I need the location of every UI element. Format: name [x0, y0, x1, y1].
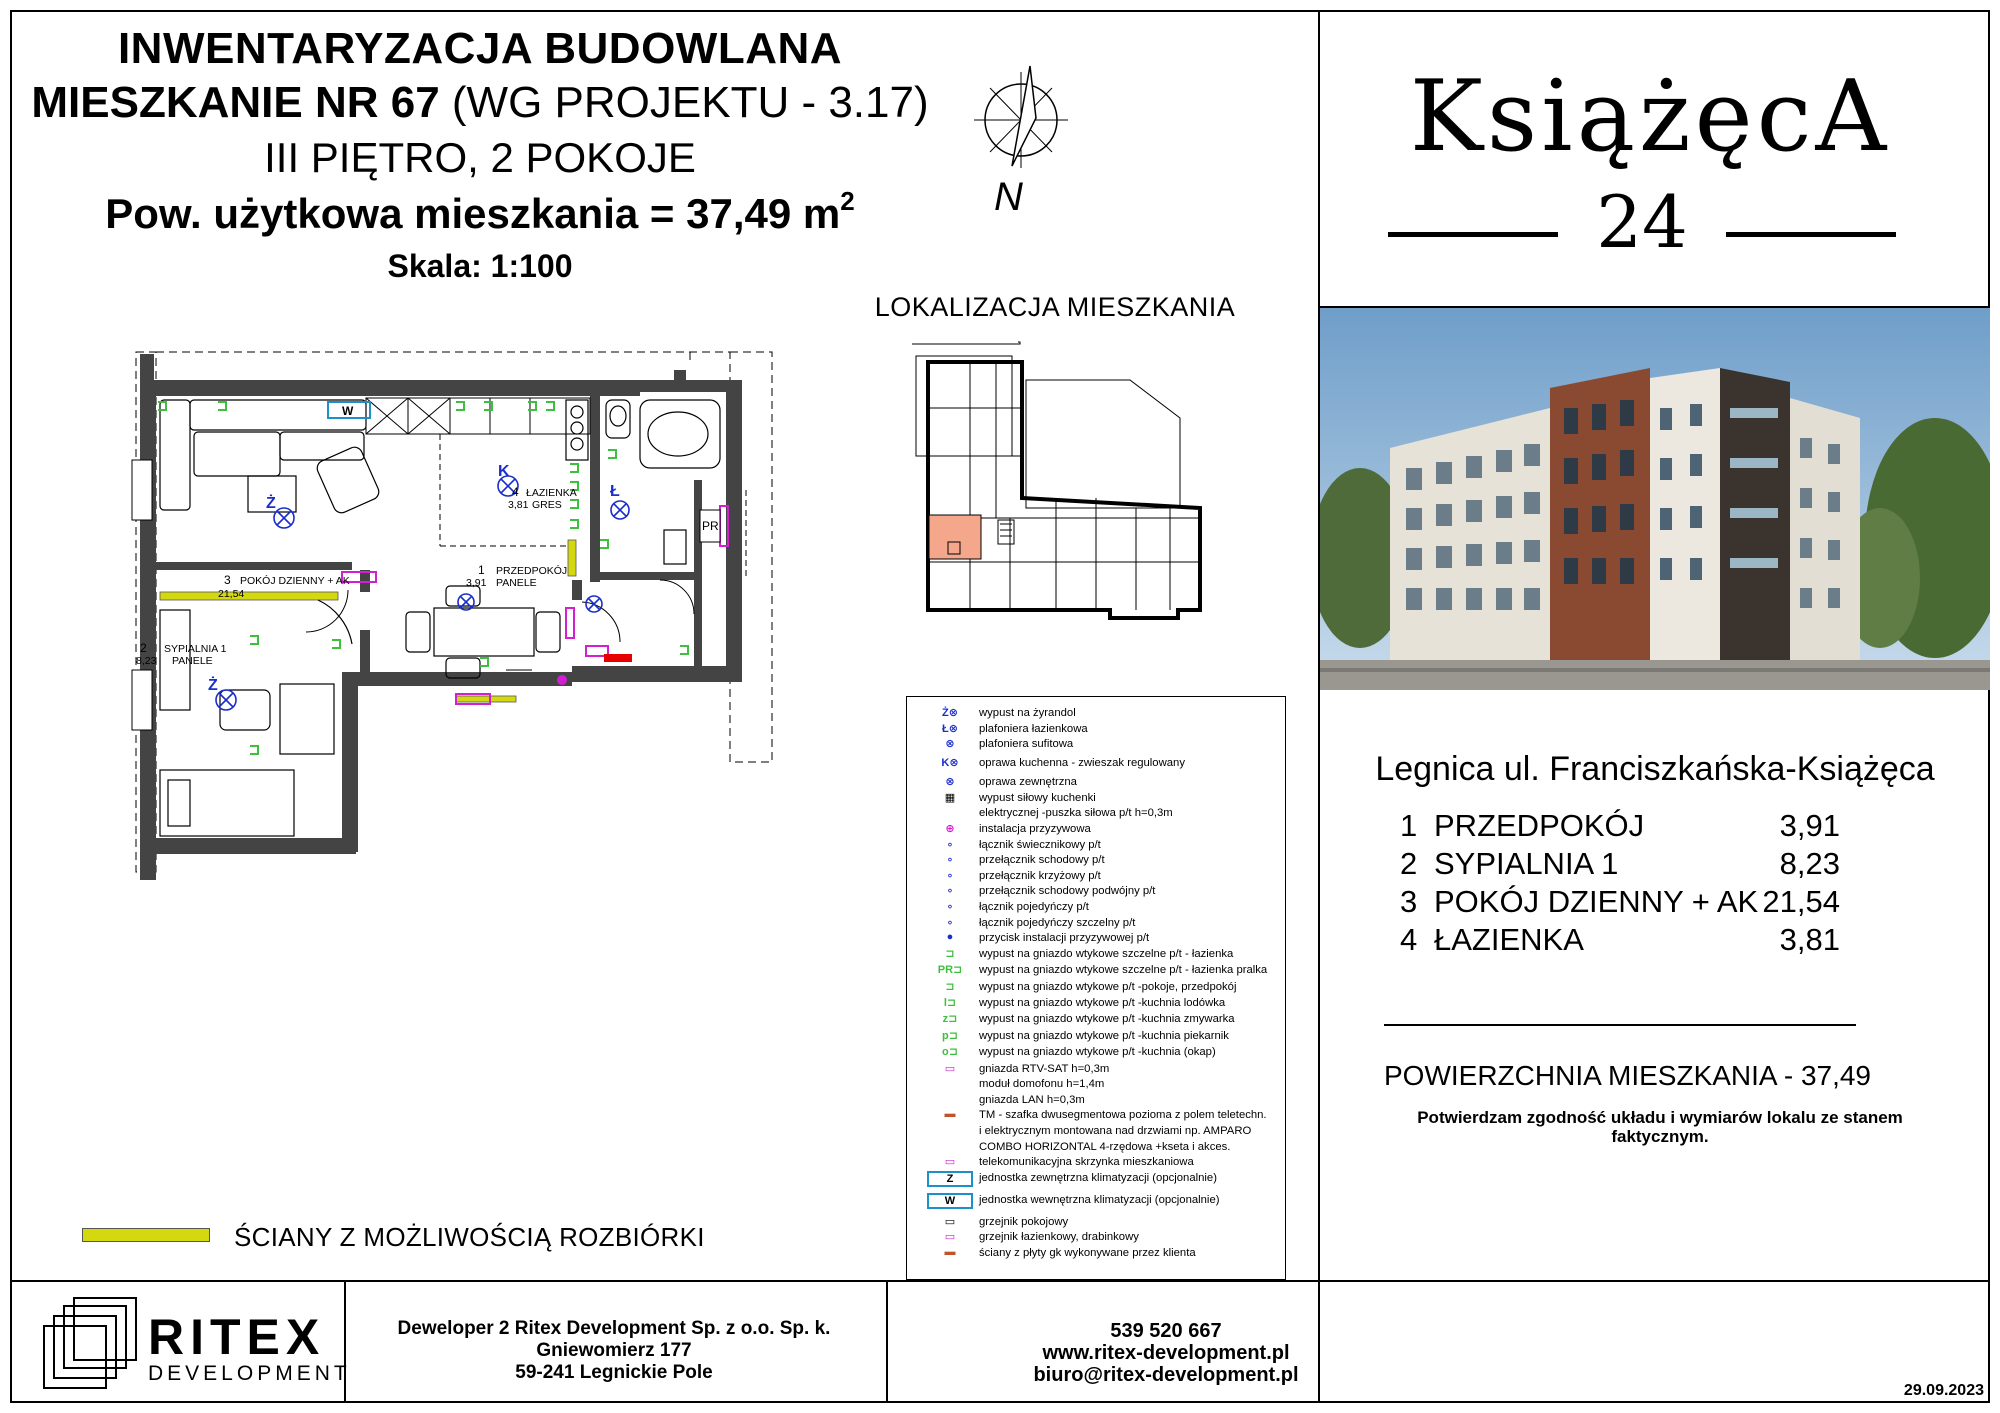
company-name: RITEX: [148, 1309, 326, 1365]
legend-symbol-icon: l⊐: [943, 997, 957, 1009]
legend-symbol-icon: ▬: [944, 1246, 956, 1258]
brand-name: KsiążęcA: [1409, 60, 1891, 174]
svg-text:W: W: [342, 404, 354, 418]
legend-item: jednostka zewnętrzna klimatyzacji (opcjonalnie): [979, 1171, 1217, 1184]
confirmation-text: Potwierdzam zgodność układu i wymiarów lokalu ze stanem faktycznym.: [1417, 1108, 1903, 1146]
room-label: POKÓJ DZIENNY + AK: [1434, 884, 1759, 919]
svg-text:3: 3: [224, 573, 231, 587]
room-label: ŁAZIENKA: [1434, 922, 1584, 957]
legend-symbol-icon: o⊐: [942, 1046, 958, 1059]
legend-symbol-icon: ∘: [946, 916, 954, 929]
summary-separator: [1384, 1024, 1856, 1026]
legend-symbol-icon: ⊕: [945, 823, 955, 835]
room-label: SYPIALNIA 1: [1434, 846, 1619, 881]
building-photo: [1320, 308, 1990, 690]
divider-footer-2: [886, 1280, 888, 1403]
demolition-wall-plan: [160, 592, 338, 600]
legend-item: i elektrycznym montowana nad drzwiami np. AMPARO: [979, 1125, 1252, 1137]
legend-symbol-icon: K⊗: [941, 757, 959, 770]
developer-info: [344, 1318, 884, 1384]
svg-text:ŁAZIENKA: ŁAZIENKA: [526, 487, 577, 499]
legend-symbol-icon: ▭: [944, 1062, 956, 1075]
legend-item: wypust na gniazdo wtykowe p/t -kuchnia (okap): [979, 1046, 1216, 1059]
room-area: 3,81: [1779, 922, 1840, 957]
svg-text:POKÓJ DZIENNY + AK: POKÓJ DZIENNY + AK: [240, 575, 350, 587]
legend-item: moduł domofonu h=1,4m: [979, 1078, 1105, 1091]
company-subtitle: DEVELOPMENT: [148, 1362, 351, 1385]
legend-symbol-icon: p⊐: [942, 1029, 958, 1042]
legend-symbol-icon: ▭: [944, 1156, 956, 1169]
legend-item: wypust na gniazdo wtykowe p/t -pokoje, przedpokój: [979, 980, 1237, 993]
legend-symbol-icon: ∘: [946, 854, 954, 867]
brand-bar-right: [1726, 232, 1896, 237]
legend-item: łącznik pojedyńczy szczelny p/t: [979, 916, 1136, 929]
svg-text:21,54: 21,54: [218, 588, 245, 600]
legend-symbol-icon: PR⊐: [937, 964, 963, 977]
legend-symbol-icon: Z: [927, 1171, 973, 1187]
svg-text:8,23: 8,23: [136, 655, 157, 667]
room-label: PRZEDPOKÓJ: [1434, 808, 1645, 843]
legend: [906, 696, 1286, 1280]
website-link[interactable]: www.ritex-development.pl: [1042, 1342, 1290, 1364]
room-number: 2: [1400, 846, 1418, 881]
legend-symbol-icon: ▦: [944, 791, 956, 804]
room-number: 3: [1400, 884, 1418, 919]
building-illustration: [1320, 308, 1990, 690]
svg-text:Ł: Ł: [610, 483, 620, 500]
legend-item: instalacja przyzywowa: [979, 823, 1091, 835]
apartment-project: (WG PROJEKTU - 3.17): [439, 78, 929, 127]
legend-item: COMBO HORIZONTAL 4-rzędowa +kseta i akces.: [979, 1140, 1231, 1153]
ritex-logo-icon: [40, 1296, 140, 1396]
legend-item: ściany z płyty gk wykonywane przez klienta: [979, 1247, 1196, 1259]
legend-item: plafoniera łazienkowa: [979, 722, 1088, 735]
compass-icon: [966, 58, 1076, 228]
legend-symbol-icon: ▭: [944, 1215, 956, 1228]
legend-item: grzejnik pokojowy: [979, 1215, 1069, 1228]
room-row: [1400, 922, 1840, 960]
legend-symbol-icon: ⊐: [945, 980, 955, 993]
svg-text:PRZEDPOKÓJ: PRZEDPOKÓJ: [496, 565, 568, 577]
room-area: 8,23: [1779, 846, 1840, 881]
svg-text:PANELE: PANELE: [496, 577, 537, 589]
document-title: INWENTARYZACJA BUDOWLANA: [117, 24, 843, 73]
room-row: [1400, 884, 1840, 922]
legend-symbol-icon: ∘: [946, 901, 954, 913]
legend-symbol-icon: ∘: [946, 838, 954, 851]
legend-symbol-icon: ▬: [944, 1108, 956, 1121]
svg-text:GRES: GRES: [532, 499, 562, 511]
legend-symbol-icon: ⊐: [945, 947, 955, 960]
svg-text:PANELE: PANELE: [172, 655, 213, 667]
legend-item: TM - szafka dwusegmentowa pozioma z polem teletechn.: [979, 1109, 1267, 1122]
room-number: 1: [1400, 808, 1418, 843]
usable-area-sup: 2: [840, 186, 855, 216]
legend-item: przełącznik krzyżowy p/t: [979, 869, 1101, 882]
room-area: 21,54: [1762, 884, 1840, 919]
contact-info: [926, 1320, 1406, 1386]
svg-text:3,81: 3,81: [508, 499, 529, 511]
legend-symbol-icon: ●: [946, 931, 954, 944]
svg-text:SYPIALNIA 1: SYPIALNIA 1: [164, 643, 227, 655]
svg-text:Ż: Ż: [266, 495, 276, 512]
compass-north-label: N: [994, 175, 1023, 219]
room-area: 3,91: [1779, 808, 1840, 843]
legend-item: wypust na gniazdo wtykowe szczelne p/t - łazienka pralka: [979, 964, 1268, 977]
legend-item: łącznik pojedyńczy p/t: [979, 901, 1089, 913]
svg-text:1: 1: [478, 563, 485, 577]
scale-label: Skala: 1:100: [387, 248, 573, 284]
legend-item: wypust na gniazdo wtykowe szczelne p/t - łazienka: [979, 947, 1234, 960]
legend-item: przełącznik schodowy p/t: [979, 854, 1105, 867]
developer-line-2: Gniewomierz 177: [536, 1340, 692, 1361]
legend-item: przycisk instalacji przyzywowej p/t: [979, 932, 1150, 945]
legend-item: grzejnik łazienkowy, drabinkowy: [979, 1231, 1139, 1244]
room-row: [1400, 808, 1840, 846]
apartment-number: [10, 78, 950, 128]
location-highlight: [929, 515, 981, 559]
legend-item: jednostka wewnętrzna klimatyzacji (opcjonalnie): [979, 1193, 1220, 1206]
legend-item: plafoniera sufitowa: [979, 738, 1074, 751]
location-title: LOKALIZACJA MIESZKANIA: [874, 292, 1236, 322]
legend-symbol-icon: Ł⊗: [942, 722, 958, 735]
legend-item: wypust na gniazdo wtykowe p/t -kuchnia lodówka: [979, 997, 1226, 1009]
brand-number-row: [1388, 180, 1896, 270]
floor-rooms: III PIĘTRO, 2 POKOJE: [264, 134, 696, 181]
legend-item: wypust na gniazdo wtykowe p/t -kuchnia piekarnik: [979, 1029, 1229, 1042]
legend-item: oprawa kuchenna - zwieszak regulowany: [979, 757, 1185, 770]
legend-symbol-icon: ∘: [946, 885, 954, 898]
document-date: 29.09.2023: [1903, 1382, 1984, 1399]
room-number: 4: [1400, 922, 1418, 957]
legend-item: wypust siłowy kuchenki: [979, 791, 1096, 804]
legend-item: łącznik świecznikowy p/t: [979, 838, 1101, 851]
legend-symbol-icon: ▭: [944, 1231, 956, 1244]
developer-line-3: 59-241 Legnickie Pole: [515, 1362, 713, 1383]
svg-text:4: 4: [512, 485, 519, 499]
svg-text:Ż: Ż: [208, 677, 218, 694]
legend-item: gniazda LAN h=0,3m: [979, 1093, 1085, 1106]
room-row: [1400, 846, 1840, 884]
apartment-number-bold: MIESZKANIE NR 67: [31, 78, 440, 127]
svg-text:PR: PR: [702, 519, 719, 533]
legend-item: wypust na gniazdo wtykowe p/t -kuchnia zmywarka: [979, 1013, 1235, 1026]
floor-plan: [120, 340, 810, 890]
brand-block: [1320, 60, 1980, 174]
developer-line-1: Deweloper 2 Ritex Development Sp. z o.o. Sp. k.: [397, 1318, 831, 1339]
svg-text:2: 2: [140, 641, 147, 655]
usable-area: [10, 186, 950, 238]
legend-symbol-icon: W: [927, 1193, 973, 1209]
legend-symbol-icon: Ż⊗: [942, 707, 958, 719]
legend-item: oprawa zewnętrzna: [979, 776, 1077, 789]
legend-item: gniazda RTV-SAT h=0,3m: [979, 1062, 1110, 1075]
legend-symbol-icon: ⊗: [945, 738, 955, 751]
rooms-list: [1400, 808, 1840, 960]
email-link[interactable]: biuro@ritex-development.pl: [1033, 1364, 1299, 1386]
svg-text:K: K: [498, 463, 510, 480]
legend-symbol-icon: z⊐: [942, 1013, 958, 1026]
location-map: [910, 338, 1210, 638]
usable-area-text: Pow. użytkowa mieszkania = 37,49 m: [105, 190, 841, 237]
legend-symbol-icon: ⊗: [945, 776, 955, 789]
legend-item: przełącznik schodowy podwójny p/t: [979, 885, 1156, 898]
total-area: POWIERZCHNIA MIESZKANIA - 37,49: [1384, 1060, 1872, 1091]
demolition-wall-label: ŚCIANY Z MOŻLIWOŚCIĄ ROZBIÓRKI: [234, 1222, 705, 1252]
phone: 539 520 667: [1110, 1320, 1222, 1342]
address: Legnica ul. Franciszkańska-Książęca: [1375, 750, 1935, 788]
legend-item: wypust na żyrandol: [979, 707, 1076, 719]
brand-number: 24: [1596, 180, 1688, 264]
divider-footer: [10, 1280, 1990, 1282]
demolition-wall-swatch: [82, 1228, 210, 1242]
svg-text:3,91: 3,91: [466, 577, 487, 589]
legend-item: elektrycznej -puszka siłowa p/t h=0,3m: [979, 807, 1173, 820]
legend-symbol-icon: ∘: [946, 869, 954, 882]
legend-item: telekomunikacyjna skrzynka mieszkaniowa: [979, 1156, 1194, 1169]
